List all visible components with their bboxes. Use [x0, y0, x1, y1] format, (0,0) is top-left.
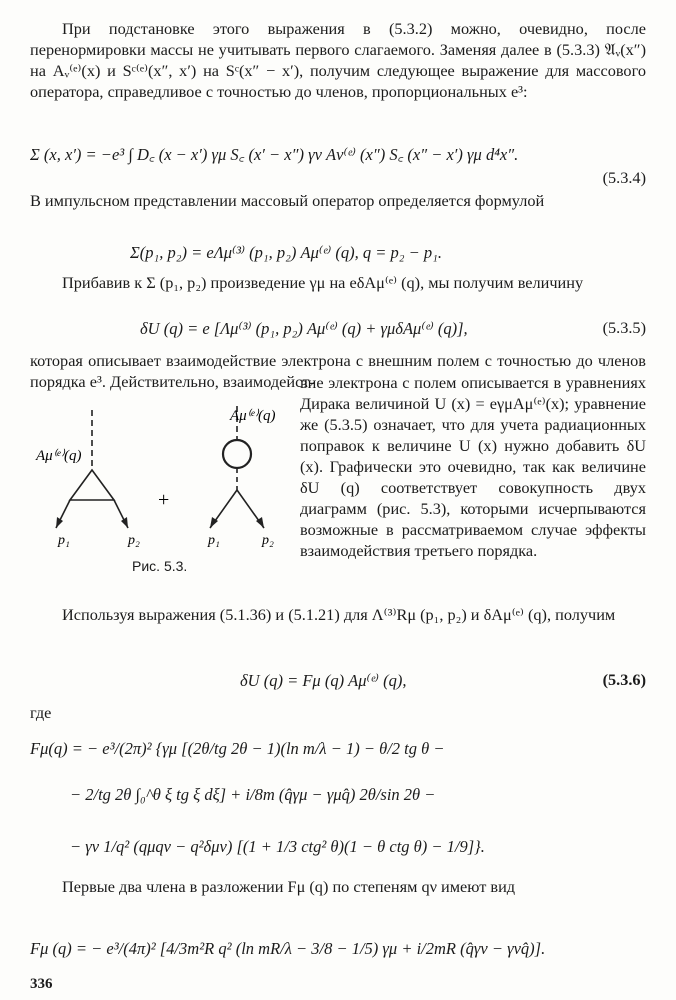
wrapped-paragraph: вие электрона с полем описывается в уравнениях Дирака величиной U (x) = eγμAμ⁽ᵉ⁾(x); уравнение же (5.3.5) означает, что для учета радиационных поправок к величине U (x) нужно добавить δU (x). Графически это очевидно, так как величине δU (q) соответствует совокупность двух диаграмм (рис. 5.3), которыми исчерпываются возможные в рассматриваемом случае эффекты взаимодействия третьего порядка. [300, 373, 646, 560]
formula-F-line-2: − 2/tg 2θ ∫₀^θ ξ tg ξ dξ] + i/8m (q̂γμ − γμq̂) 2θ/sin 2θ − [70, 785, 436, 804]
equation-5-3-4-body: Σ (x, x′) = −e³ ∫ D꜀ (x − x′) γμ S꜀ (x′ − x″) γν Aν⁽ᵉ⁾ (x″) S꜀ (x″ − x′) γμ d⁴x″. [30, 145, 519, 164]
paragraph-3: Прибавив к Σ (p₁, p₂) произведение γμ на eδAμ⁽ᵉ⁾ (q), мы получим величину [62, 273, 584, 292]
right-p2-label: p₂ [262, 533, 274, 548]
formula-F-line-1: Fμ(q) = − e³/(2π)² {γμ [(2θ/tg 2θ − 1)(ln m/λ − 1) − θ/2 tg θ − [30, 739, 445, 758]
equation-expansion: Fμ (q) = − e³/(4π)² [4/3m²R q² (ln mR/λ − 3/8 − 1/5) γμ + i/2mR (q̂γν − γνq̂)]. [30, 939, 546, 958]
figure-caption: Рис. 5.3. [132, 558, 188, 574]
vertex-triangle [70, 470, 114, 500]
equation-number-5-3-6: (5.3.6) [602, 670, 646, 689]
equation-number-5-3-5: (5.3.5) [602, 318, 646, 337]
page-number: 336 [30, 976, 53, 992]
equation-sigma: Σ(p₁, p₂) = eΛμ⁽³⁾ (p₁, p₂) Aμ⁽ᵉ⁾ (q), q = p₂ − p₁. [130, 243, 443, 262]
right-field-label: Aμ⁽ᵉ⁾(q) [230, 408, 276, 424]
left-p2-label: p₂ [128, 533, 140, 548]
where-word: где [30, 703, 52, 722]
left-p1-label: p₁ [58, 533, 70, 548]
left-field-label: Aμ⁽ᵉ⁾(q) [36, 448, 82, 464]
paragraph-4: которая описывает взаимодействие электрона с внешним полем с точностью до членов порядка e³. Действительно, взаимодейст- [30, 351, 646, 391]
formula-F-line-3: − γν 1/q² (qμqν − q²δμν) [(1 + 1/3 ctg² θ)(1 − θ ctg θ) − 1/9]}. [70, 837, 485, 856]
equation-5-3-4 [30, 144, 646, 166]
paragraph-2: В импульсном представлении массовый оператор определяется формулой [30, 191, 545, 210]
arrow-left-out [121, 517, 128, 528]
paragraph-5: Используя выражения (5.1.36) и (5.1.21) для Λ⁽³⁾Rμ (p₁, p₂) и δAμ⁽ᵉ⁾ (q), получим [62, 605, 616, 624]
arrow-left-in [56, 517, 63, 528]
equation-5-3-5: δU (q) = e [Λμ⁽³⁾ (p₁, p₂) Aμ⁽ᵉ⁾ (q) + γμδAμ⁽ᵉ⁾ (q)], [140, 319, 468, 338]
right-p1-label: p₁ [208, 533, 220, 548]
equation-5-3-6: δU (q) = Fμ (q) Aμ⁽ᵉ⁾ (q), [240, 671, 407, 690]
equation-number-5-3-4: (5.3.4) [602, 168, 646, 187]
plus-sign: + [158, 489, 170, 511]
paragraph-6: Первые два члена в разложении Fμ (q) по степеням qν имеют вид [62, 877, 516, 896]
paragraph-1: При подстановке этого выражения в (5.3.2) можно, очевидно, после перенормировки массы не учитывать первого слагаемого. Заменяя далее в (5.3.3) 𝔄ᵥ(x″) на Aᵥ⁽ᵉ⁾(x) и Sᶜ⁽ᵉ⁾(x″, x′) на Sᶜ(x″ − x′), получим следующее выражение для массового оператора, справедливое с точностью до членов, пропорциональных e³: [30, 19, 646, 101]
vacuum-loop [223, 440, 251, 468]
